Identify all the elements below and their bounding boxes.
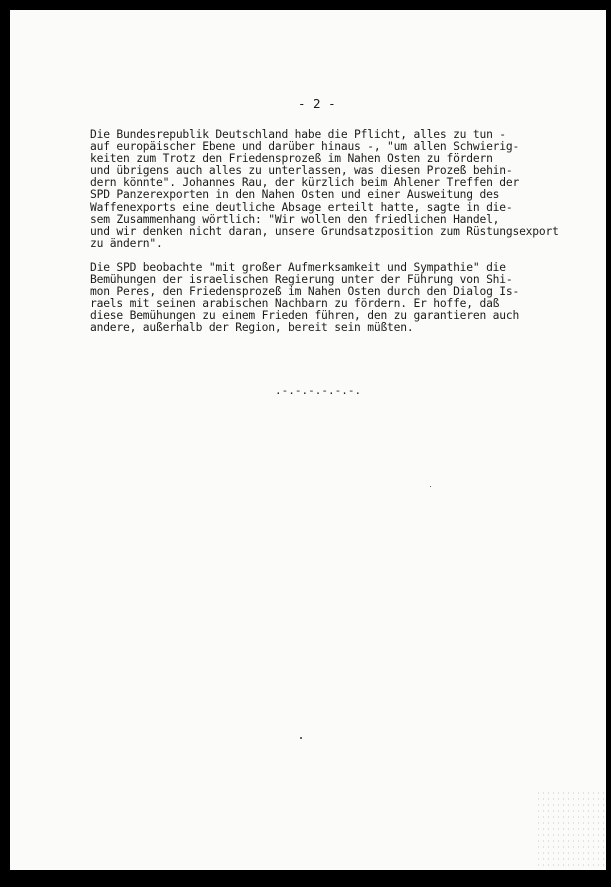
text-line: sem Zusammenhang wörtlich: "Wir wollen den friedlichen Handel, xyxy=(90,212,500,226)
section-separator: .-.-.-.-.-.-. xyxy=(275,384,362,397)
paragraph-1 xyxy=(90,129,560,250)
text-line: Die Bundesrepublik Deutschland habe die Pflicht, alles zu tun - xyxy=(90,128,506,141)
scan-speck xyxy=(430,486,431,487)
text-line: diese Bemühungen zu einem Frieden führen, den zu garantieren auch xyxy=(90,309,520,323)
text-line: Bemühungen der israelischen Regierung unter der Führung von Shi- xyxy=(90,273,513,287)
text-line: raels mit seinen arabischen Nachbarn zu fördern. Er hoffe, daß xyxy=(90,297,500,311)
text-line: Die SPD beobachte "mit großer Aufmerksamkeit und Sympathie" die xyxy=(90,261,506,274)
text-line: und übrigens auch alles zu unterlassen, was diesen Prozeß behin- xyxy=(90,164,513,178)
paper-sheet xyxy=(10,10,606,870)
text-line: auf europäischer Ebene und darüber hinaus -, "um allen Schwierig- xyxy=(90,140,520,154)
scan-noise xyxy=(536,790,606,870)
text-line: keiten zum Trotz den Friedensprozeß im Nahen Osten zu fördern xyxy=(90,152,493,166)
text-line: dern könnte". Johannes Rau, der kürzlich beim Ahlener Treffen der xyxy=(90,176,520,190)
text-line: mon Peres, den Friedensprozeß im Nahen Osten durch den Dialog Is- xyxy=(90,285,520,299)
text-line: Waffenexports eine deutliche Absage erteilt hatte, sagte in die- xyxy=(90,200,513,214)
text-line: zu ändern". xyxy=(90,236,163,250)
page-number: - 2 - xyxy=(298,96,336,111)
text-line: andere, außerhalb der Region, bereit sein müßten. xyxy=(90,321,414,335)
text-line: SPD Panzerexporten in den Nahen Osten und einer Ausweitung des xyxy=(90,188,500,202)
text-line: und wir denken nicht daran, unsere Grundsatzposition zum Rüstungsexport xyxy=(90,224,559,238)
paragraph-2 xyxy=(90,262,560,335)
scan-speck xyxy=(300,737,302,739)
